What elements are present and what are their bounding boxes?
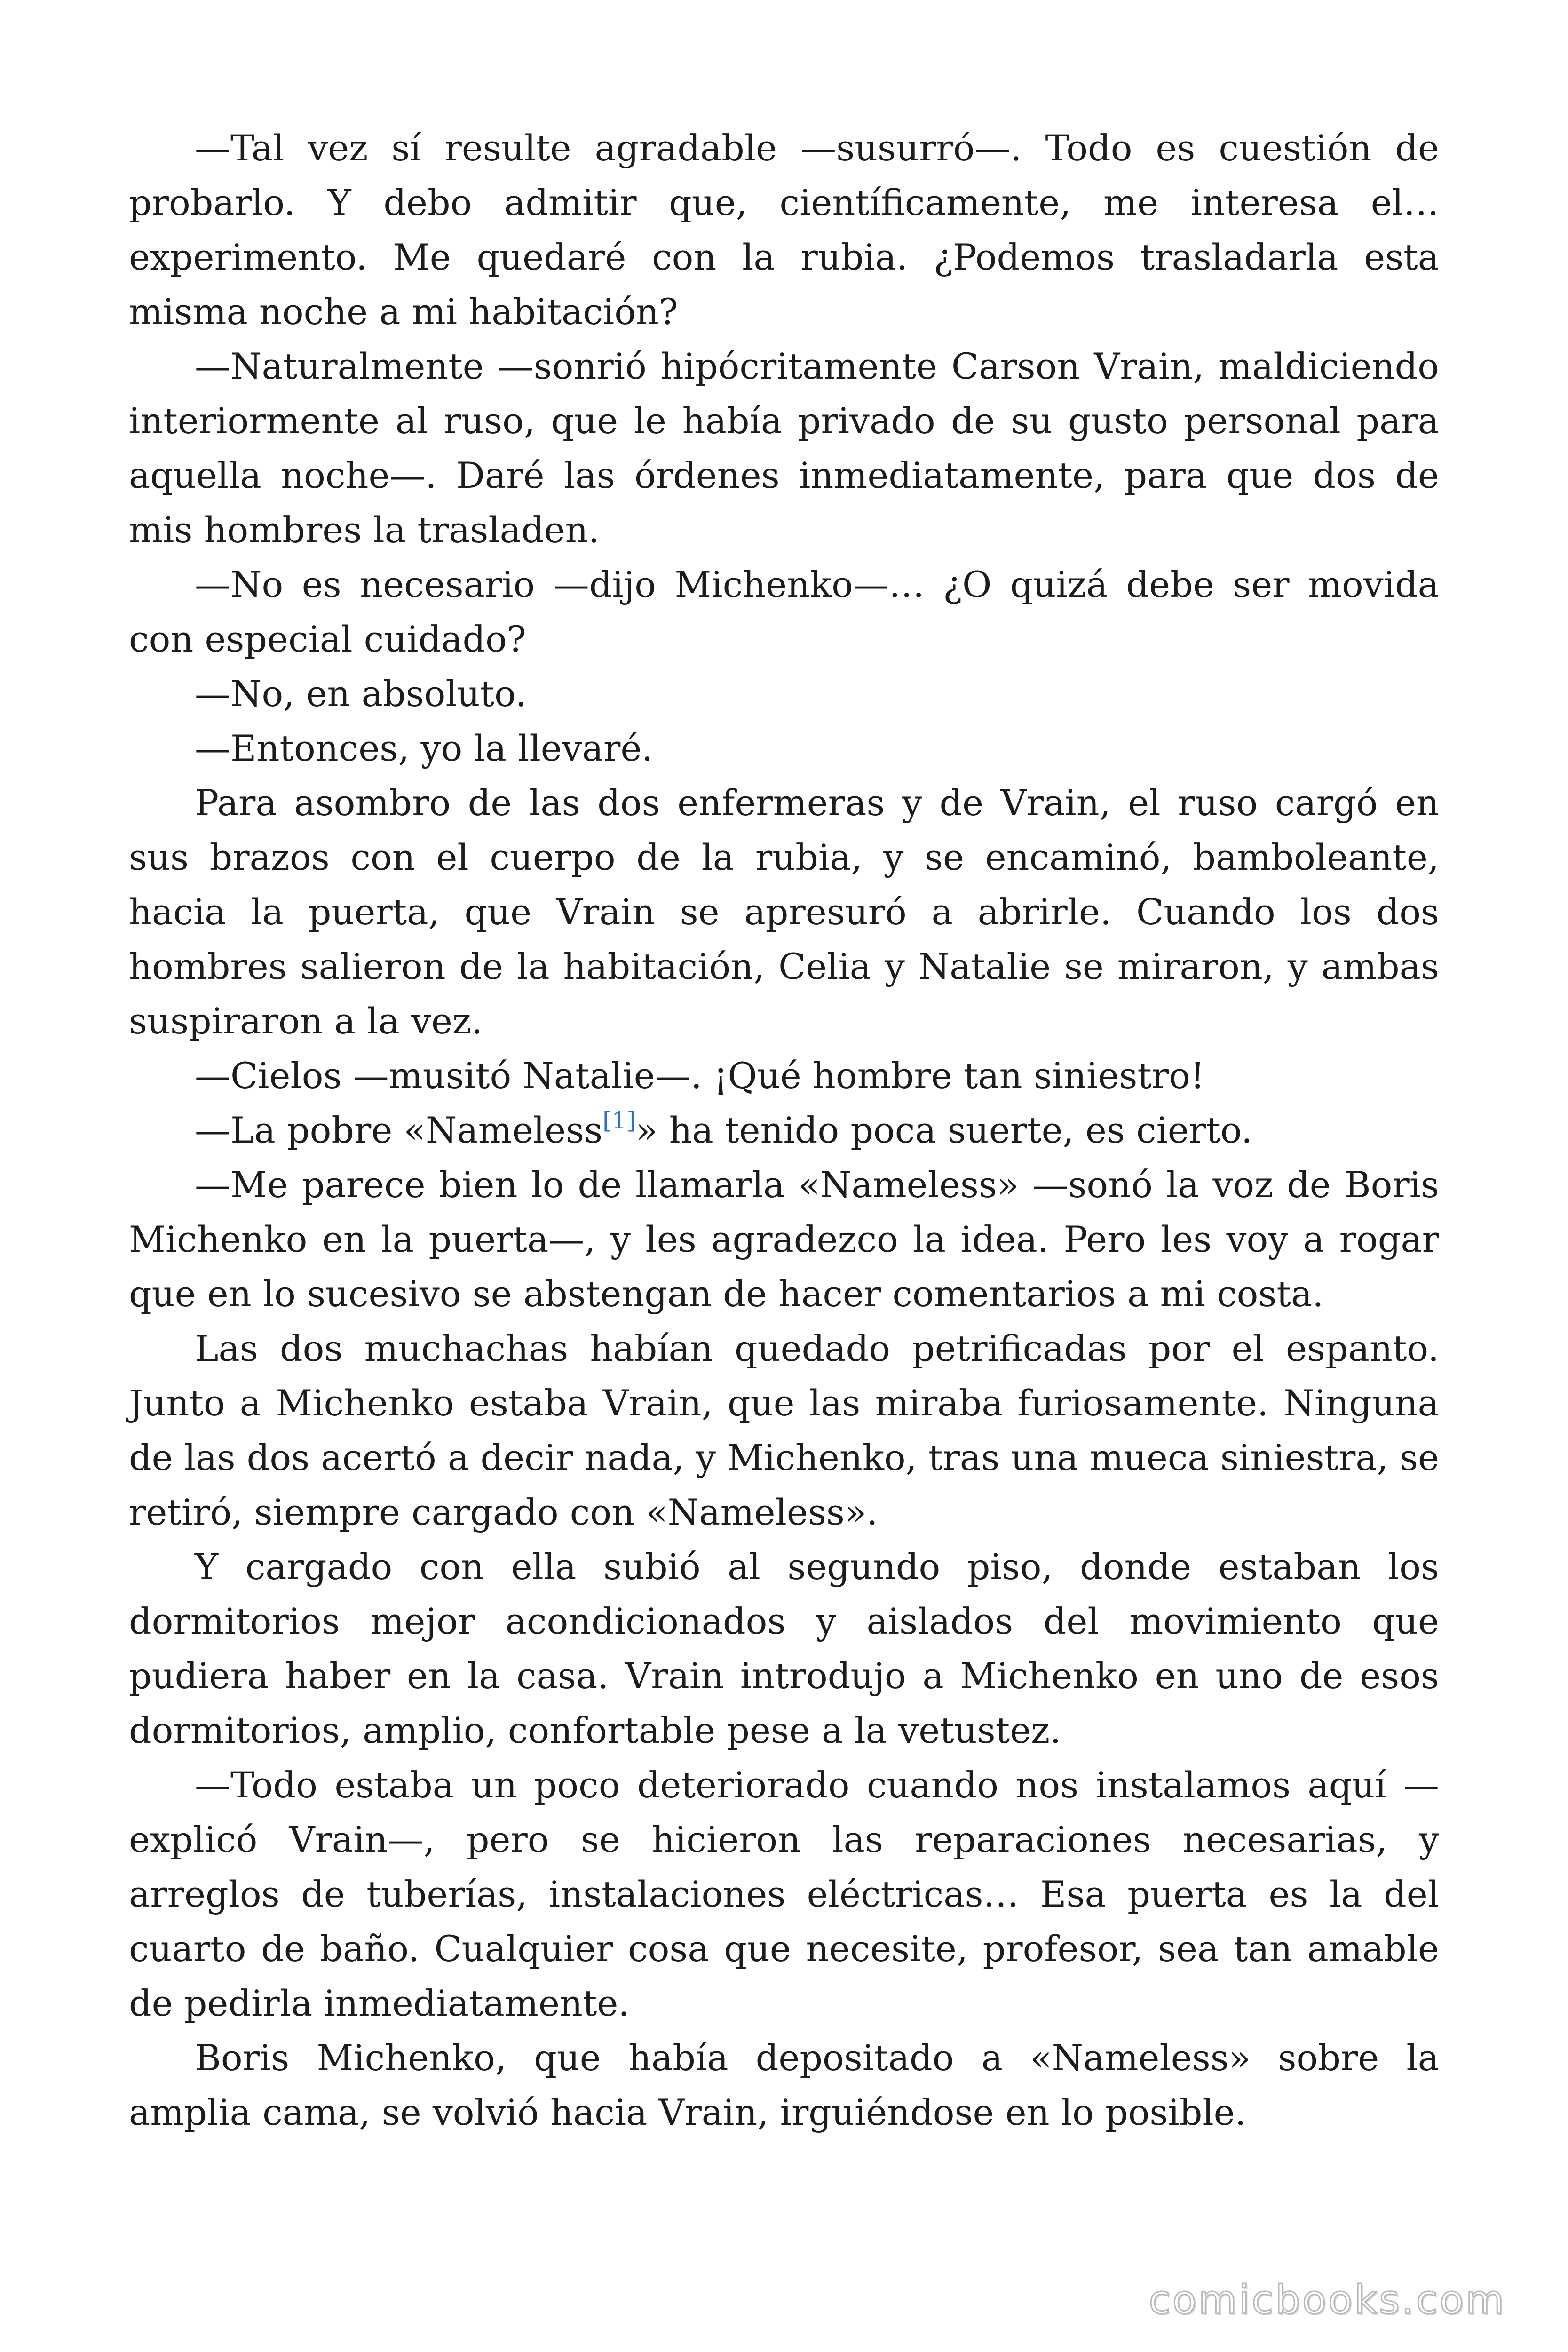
footnote-link[interactable]: [1]	[602, 1107, 636, 1134]
paragraph: —Cielos —musitó Natalie—. ¡Qué hombre tan siniestro!	[195, 1055, 1205, 1097]
paragraph: Y cargado con ella subió al segundo piso, donde estaban los dormitorios mejor acondicionados y aislados del movimiento que pudiera haber en la casa. Vrain introdujo a Michenko en uno de esos dormitorios, amplio, confortable pese a la vetustez.	[129, 1546, 1439, 1751]
paragraph: Las dos muchachas habían quedado petrificadas por el espanto. Junto a Michenko estaba Vrain, que las miraba furiosamente. Ninguna de las dos acertó a decir nada, y Michenko, tras una mueca siniestra, se retiró, siempre cargado con «Nameless».	[129, 1327, 1439, 1533]
paragraph-text-after-note: » ha tenido poca suerte, es cierto.	[635, 1109, 1253, 1151]
paragraph: —Me parece bien lo de llamarla «Nameless» —sonó la voz de Boris Michenko en la puerta—, y les agradezco la idea. Pero les voy a rogar que en lo sucesivo se abstengan de hacer comentarios a mi costa.	[129, 1164, 1439, 1315]
paragraph: —No es necesario —dijo Michenko—… ¿O quizá debe ser movida con especial cuidado?	[129, 564, 1439, 660]
paragraph-text-before-note: —La pobre «Nameless	[195, 1109, 603, 1151]
paragraph: —Tal vez sí resulte agradable —susurró—. Todo es cuestión de probarlo. Y debo admitir que, científicamente, me interesa el… experimento. Me quedaré con la rubia. ¿Podemos trasladarla esta misma noche a mi habitación?	[129, 127, 1439, 333]
watermark: comicbooks.com	[1148, 2277, 1506, 2323]
paragraph-with-footnote	[129, 1103, 1439, 1158]
paragraph: —Entonces, yo la llevaré.	[195, 727, 653, 769]
book-page-body	[129, 121, 1439, 2140]
paragraph: Para asombro de las dos enfermeras y de Vrain, el ruso cargó en sus brazos con el cuerpo de la rubia, y se encaminó, bamboleante, hacia la puerta, que Vrain se apresuró a abrirle. Cuando los dos hombres salieron de la habitación, Celia y Natalie se miraron, y ambas suspiraron a la vez.	[129, 782, 1439, 1042]
paragraph: —Naturalmente —sonrió hipócritamente Carson Vrain, maldiciendo interiormente al ruso, que le había privado de su gusto personal para aquella noche—. Daré las órdenes inmediatamente, para que dos de mis hombres la trasladen.	[129, 345, 1439, 551]
paragraph: —No, en absoluto.	[195, 673, 527, 715]
paragraph: —Todo estaba un poco deteriorado cuando nos instalamos aquí —explicó Vrain—, pero se hicieron las reparaciones necesarias, y arreglos de tuberías, instalaciones eléctricas… Esa puerta es la del cuarto de baño. Cualquier cosa que necesite, profesor, sea tan amable de pedirla inmediatamente.	[129, 1764, 1439, 2024]
paragraph: Boris Michenko, que había depositado a «Nameless» sobre la amplia cama, se volvió hacia Vrain, irguiéndose en lo posible.	[129, 2037, 1439, 2133]
